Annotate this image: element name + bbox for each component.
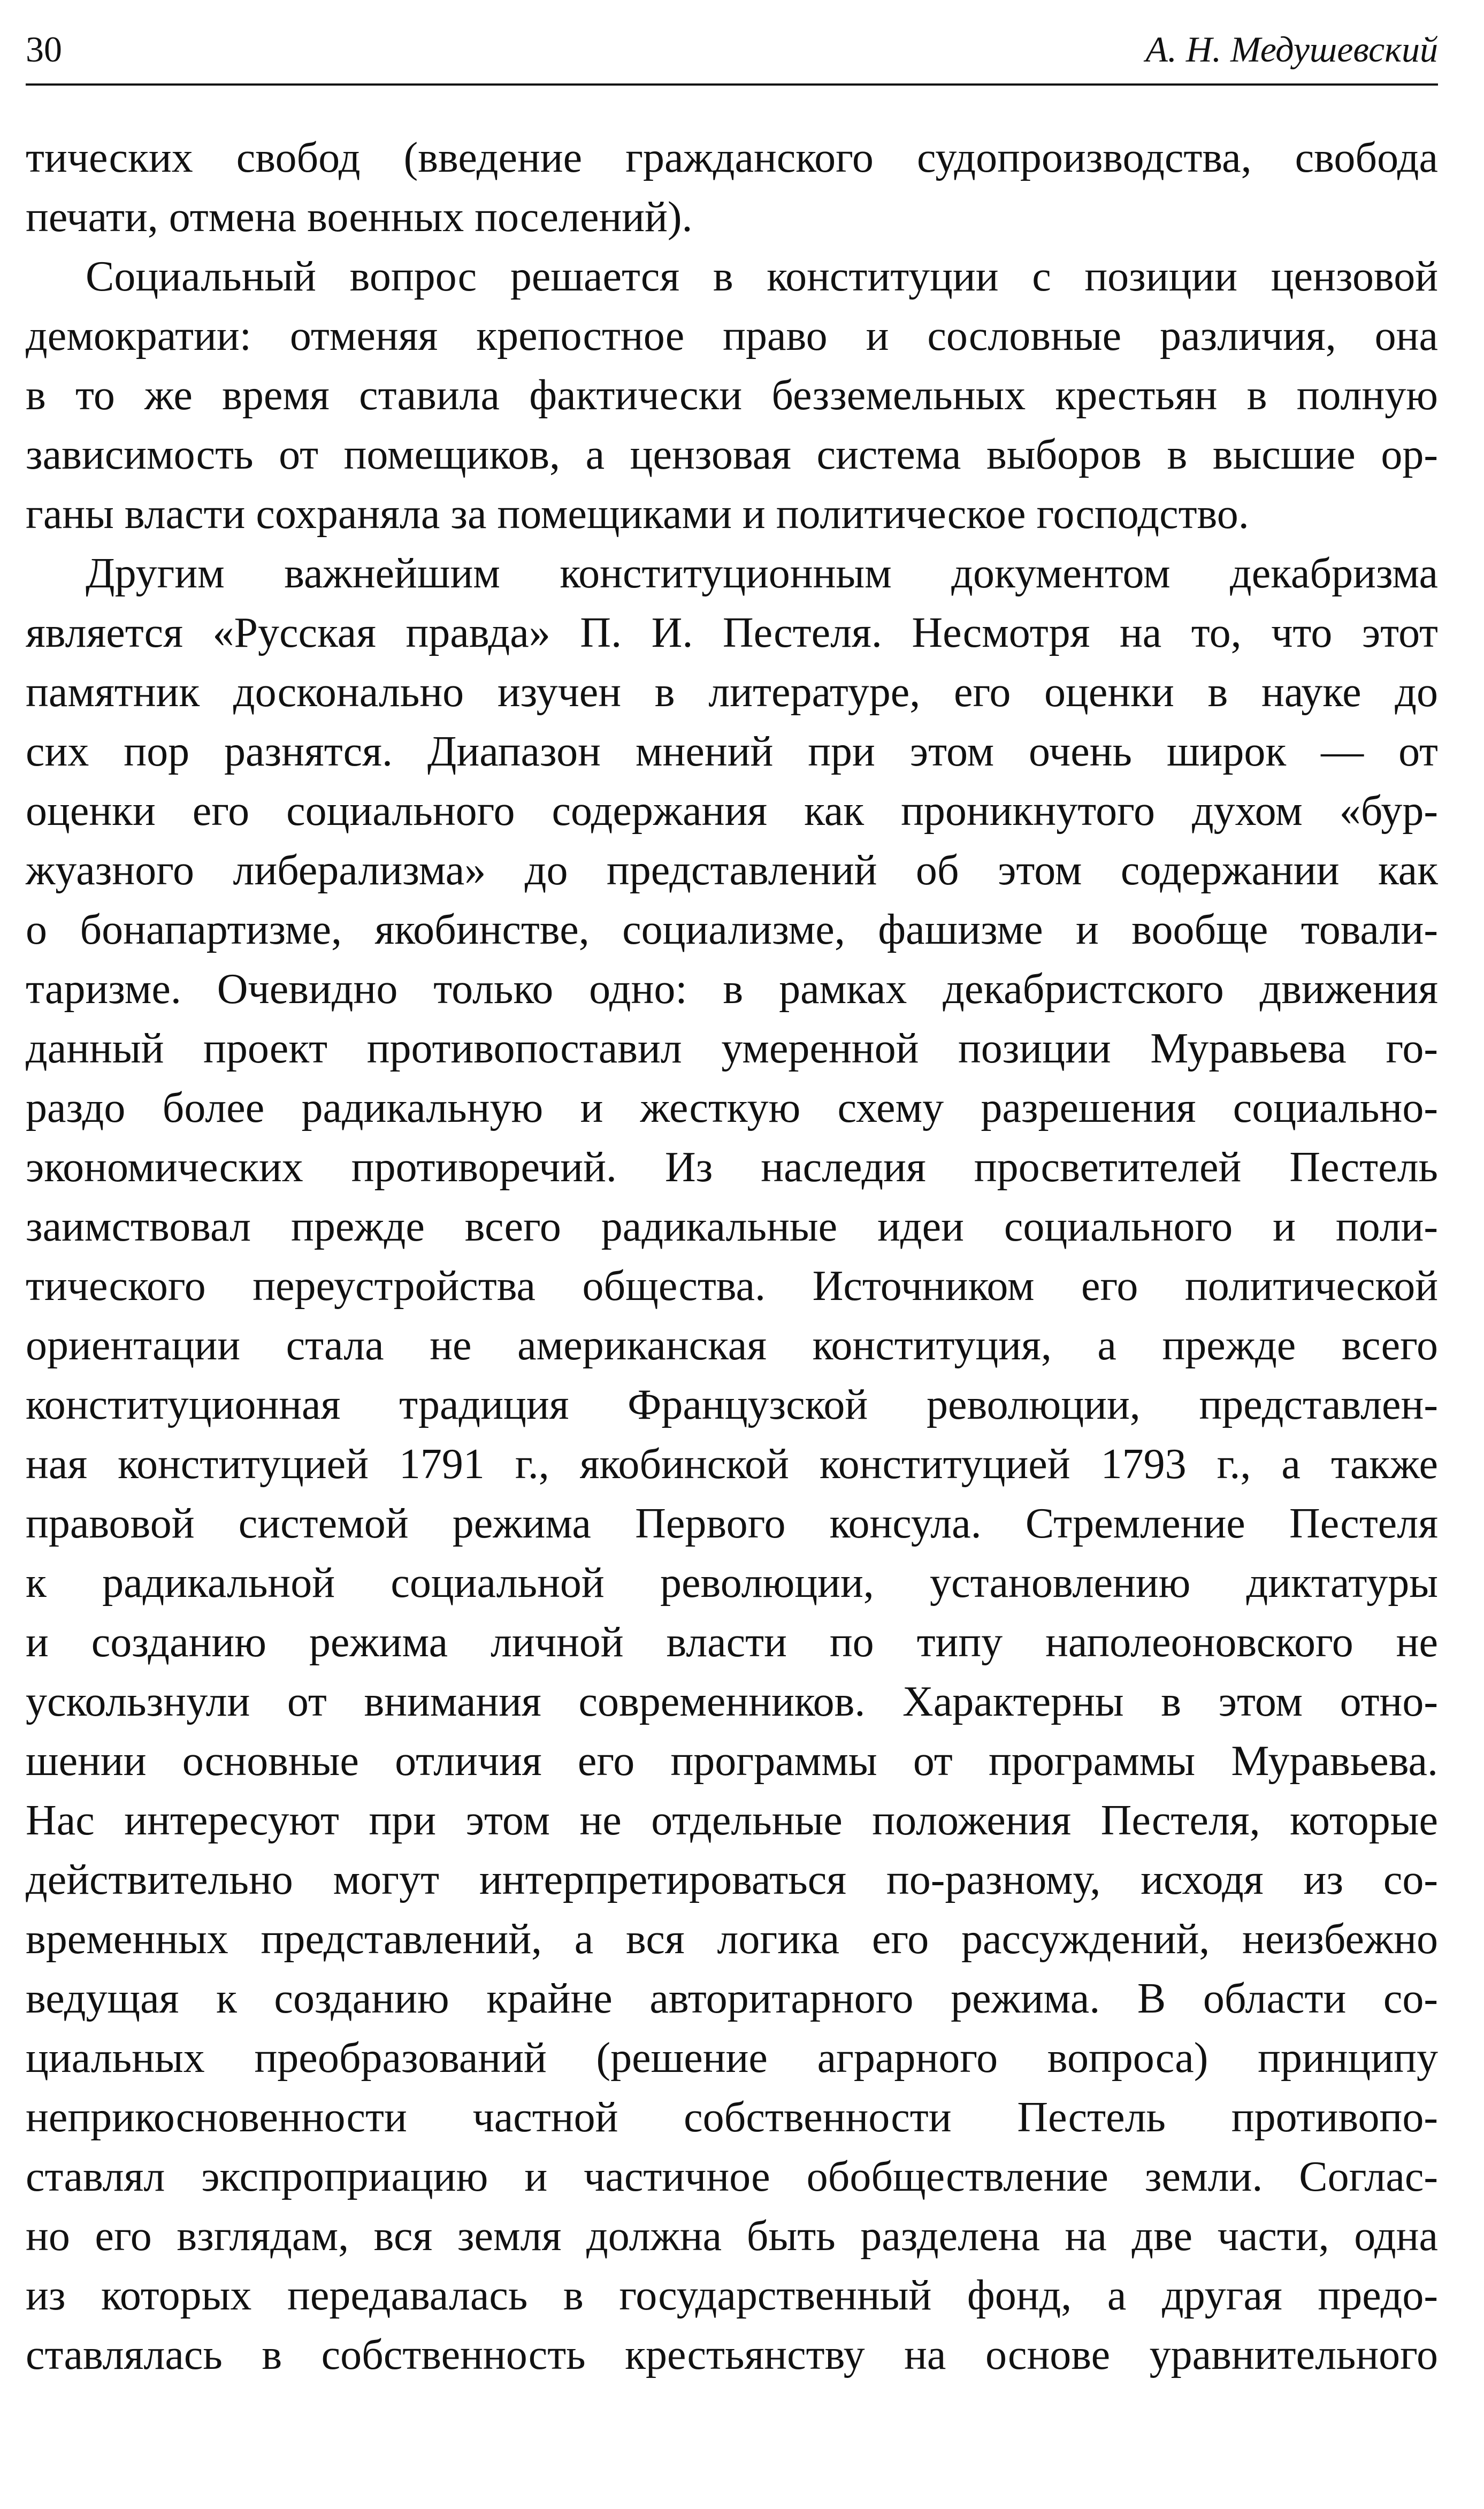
text-line: ставлялась в собственность крестьянству на основе уравнительного [26,2331,1438,2378]
text-line: о бонапартизме, якобинстве, социализме, фашизме и вообще товали- [26,906,1438,953]
text-line: ведущая к созданию крайне авторитарного режима. В области со- [26,1975,1438,2022]
running-head-author: А. Н. Медушевский [1145,29,1438,70]
page-number: 30 [26,29,62,70]
text-line: Нас интересуют при этом не отдельные положения Пестеля, которые [26,1797,1438,1844]
text-line: циальных преобразований (решение аграрного вопроса) принципу [26,2034,1438,2082]
text-line: конституционная традиция Французской революции, представлен- [26,1381,1438,1428]
text-line: в то же время ставила фактически безземельных крестьян в полную [26,372,1438,419]
text-line: тического переустройства общества. Источником его политической [26,1263,1438,1310]
text-line: зависимость от помещиков, а цензовая система выборов в высшие ор- [26,431,1438,478]
text-line: сих пор разнятся. Диапазон мнений при этом очень широк — от [26,728,1438,775]
text-line: шении основные отличия его программы от программы Муравьева. [26,1738,1438,1785]
page-header [26,19,1438,86]
text-line: оценки его социального содержания как проникнутого духом «бур- [26,787,1438,835]
text-line: ориентации стала не американская конституция, а прежде всего [26,1322,1438,1369]
text-line: Социальный вопрос решается в конституции с позиции цензовой [86,253,1438,300]
body-text [26,128,1438,2385]
text-line: жуазного либерализма» до представлений об этом содержании как [26,847,1438,894]
text-line: неприкосновенности частной собственности Пестель противопо- [26,2094,1438,2141]
text-line: ная конституцией 1791 г., якобинской конституцией 1793 г., а также [26,1441,1438,1488]
text-line: печати, отмена военных поселений). [26,194,693,241]
text-line: демократии: отменяя крепостное право и сословные различия, она [26,312,1438,359]
text-line: является «Русская правда» П. И. Пестеля. Несмотря на то, что этот [26,609,1438,656]
text-line: тических свобод (введение гражданского судопроизводства, свобода [26,134,1438,181]
text-line: таризме. Очевидно только одно: в рамках декабристского движения [26,966,1438,1013]
text-line: Другим важнейшим конституционным документом декабризма [86,550,1438,597]
text-line: и созданию режима личной власти по типу наполеоновского не [26,1619,1438,1666]
text-line: из которых передавалась в государственный фонд, а другая предо- [26,2272,1438,2319]
text-line: к радикальной социальной революции, установлению диктатуры [26,1559,1438,1607]
text-line: заимствовал прежде всего радикальные идеи социального и поли- [26,1203,1438,1250]
text-line: ускользнули от внимания современников. Характерны в этом отно- [26,1678,1438,1725]
text-line: памятник досконально изучен в литературе, его оценки в науке до [26,669,1438,716]
text-line: временных представлений, а вся логика его рассуждений, неизбежно [26,1916,1438,1963]
text-line: ганы власти сохраняла за помещиками и политическое господство. [26,491,1249,538]
text-line: данный проект противопоставил умеренной позиции Муравьева го- [26,1025,1438,1072]
text-line: но его взглядам, вся земля должна быть разделена на две части, одна [26,2213,1438,2260]
text-line: ставлял экспроприацию и частичное обобществление земли. Соглас- [26,2153,1438,2200]
text-line: экономических противоречий. Из наследия просветителей Пестель [26,1144,1438,1191]
text-line: правовой системой режима Первого консула. Стремление Пестеля [26,1500,1438,1547]
text-line: раздо более радикальную и жесткую схему разрешения социально- [26,1084,1438,1131]
text-line: действительно могут интерпретироваться по-разному, исходя из со- [26,1856,1438,1903]
